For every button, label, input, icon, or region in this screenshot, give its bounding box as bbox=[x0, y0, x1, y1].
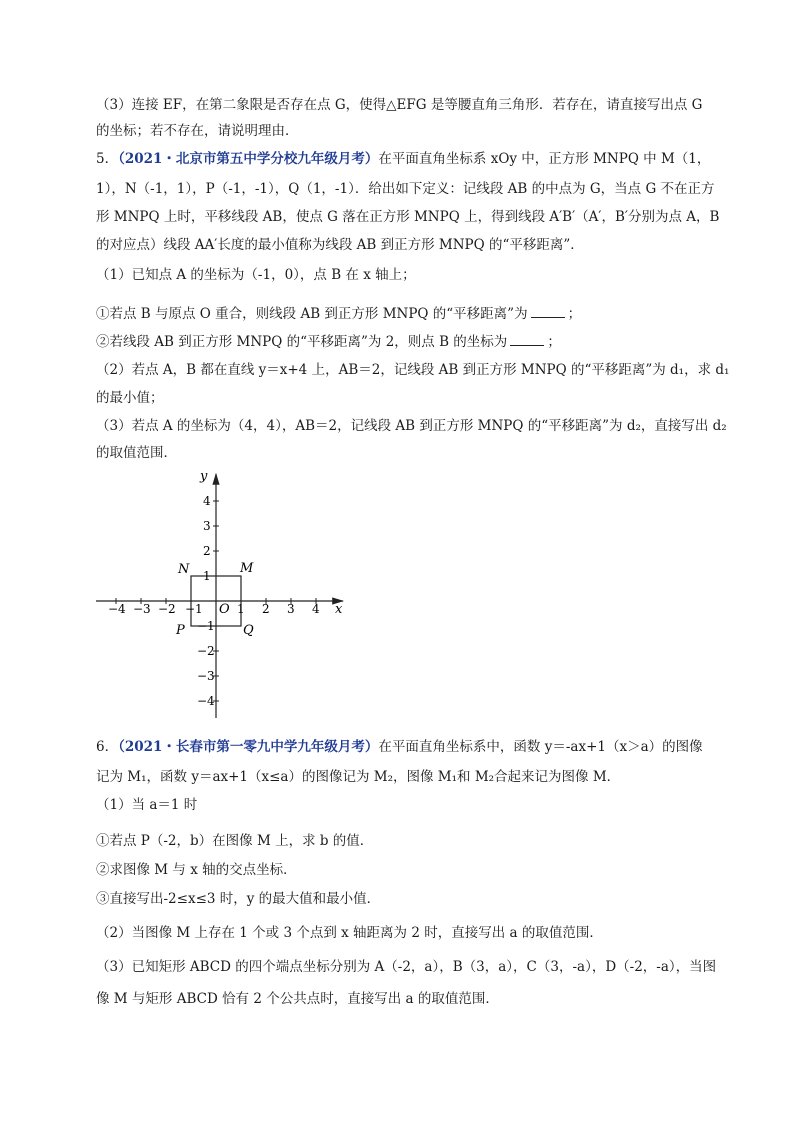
q6-header bbox=[96, 738, 703, 756]
q5-part2-line2: 的最小值； bbox=[96, 390, 164, 406]
q5-line3: 形 MNPQ 上时，平移线段 AB，使点 G 落在正方形 MNPQ 上，得到线段 A′B′（A′，B′分别为点 A，B bbox=[96, 209, 720, 225]
q6-source: （2021・长春市第一零九中学九年级月考） bbox=[118, 739, 379, 755]
q5-line4: 的对应点）线段 AA′长度的最小值称为线段 AB 到正方形 MNPQ 的“平移距离”． bbox=[96, 237, 584, 253]
x-tick-label: 4 bbox=[312, 602, 320, 616]
answer-blank bbox=[531, 305, 565, 318]
x-tick-label: −3 bbox=[133, 602, 151, 616]
coordinate-figure bbox=[90, 468, 360, 718]
y-tick-label: −1 bbox=[197, 619, 215, 633]
y-tick-label: −3 bbox=[197, 669, 215, 683]
vertex-label-m: M bbox=[240, 561, 254, 576]
q6-line1: 在平面直角坐标系中，函数 y＝-ax+1（x＞a）的图像 bbox=[378, 739, 703, 755]
q6-part1: （1）当 a＝1 时 bbox=[96, 797, 198, 813]
q6-part2: （2）当图像 M 上存在 1 个或 3 个点到 x 轴距离为 2 时，直接写出 a 的取值范围． bbox=[96, 925, 603, 941]
q6-part3-line1: （3）已知矩形 ABCD 的四个端点坐标分别为 A（-2，a），B（3，a），C（3，-a），D（-2，-a），当图 bbox=[96, 959, 717, 975]
y-axis-label: y bbox=[200, 469, 208, 484]
answer-blank bbox=[510, 333, 544, 346]
y-tick-label: 1 bbox=[203, 569, 211, 583]
x-tick-label: −2 bbox=[158, 602, 176, 616]
q6-part3-line2: 像 M 与矩形 ABCD 恰有 2 个公共点时，直接写出 a 的取值范围． bbox=[96, 991, 499, 1007]
q4-part3-line2: 的坐标；若不存在，请说明理由． bbox=[96, 123, 299, 139]
q5-part1b-end: ； bbox=[547, 334, 561, 350]
vertex-label-n: N bbox=[178, 562, 190, 577]
q6-part1b: ②求图像 M 与 x 轴的交点坐标． bbox=[96, 862, 297, 878]
x-tick-label: 1 bbox=[237, 602, 245, 616]
q5-part1: （1）已知点 A 的坐标为（-1，0），点 B 在 x 轴上； bbox=[96, 267, 416, 283]
x-tick-label: 2 bbox=[262, 602, 270, 616]
q4-part3-line1: （3）连接 EF，在第二象限是否存在点 G，使得△EFG 是等腰直角三角形．若存在，请直接写出点 G bbox=[96, 97, 703, 113]
vertex-label-p: P bbox=[176, 623, 185, 638]
y-tick-label: −4 bbox=[197, 694, 215, 708]
q6-line2: 记为 M₁，函数 y＝ax+1（x≤a）的图像记为 M₂，图像 M₁和 M₂合起来记为图像 M． bbox=[96, 769, 621, 785]
q6-part1a: ①若点 P（-2，b）在图像 M 上，求 b 的值． bbox=[96, 833, 374, 849]
vertex-label-q: Q bbox=[243, 623, 254, 638]
origin-label: O bbox=[219, 602, 230, 617]
x-tick-label: −4 bbox=[108, 602, 126, 616]
y-tick-label: 4 bbox=[203, 494, 211, 508]
q5-line2: 1），N（-1，1），P（-1，-1），Q（1，-1）．给出如下定义：记线段 AB 的中点为 G，当点 G 不在正方 bbox=[96, 181, 715, 197]
x-tick-label: −1 bbox=[185, 602, 203, 616]
x-axis-label: x bbox=[335, 602, 343, 617]
q5-line1: 在平面直角坐标系 xOy 中，正方形 MNPQ 中 M（1， bbox=[378, 151, 711, 167]
q5-part1a bbox=[96, 305, 581, 323]
q5-part1a-end: ； bbox=[567, 306, 582, 322]
q5-part2-line1: （2）若点 A，B 都在直线 y＝x+4 上，AB＝2，记线段 AB 到正方形 MNPQ 的“平移距离”为 d₁，求 d₁ bbox=[96, 362, 730, 378]
q5-part1b-text: ②若线段 AB 到正方形 MNPQ 的“平移距离”为 2，则点 B 的坐标为 bbox=[96, 334, 508, 350]
q5-part1a-text: ①若点 B 与原点 O 重合，则线段 AB 到正方形 MNPQ 的“平移距离”为 bbox=[96, 306, 528, 322]
q5-part3-line2: 的取值范围． bbox=[96, 445, 177, 461]
q5-part3-line1: （3）若点 A 的坐标为（4，4），AB＝2，记线段 AB 到正方形 MNPQ 的“平移距离”为 d₂，直接写出 d₂ bbox=[96, 418, 727, 434]
q5-part1b bbox=[96, 333, 561, 351]
q5-source: （2021・北京市第五中学分校九年级月考） bbox=[118, 151, 379, 167]
q5-number: 5． bbox=[96, 151, 119, 167]
q5-header bbox=[96, 150, 710, 168]
y-tick-label: 2 bbox=[203, 544, 211, 558]
q6-number: 6． bbox=[96, 739, 119, 755]
y-tick-label: −2 bbox=[197, 644, 215, 658]
y-tick-label: 3 bbox=[203, 519, 211, 533]
q6-part1c: ③直接写出-2≤x≤3 时，y 的最大值和最小值． bbox=[96, 891, 381, 907]
x-tick-label: 3 bbox=[287, 602, 295, 616]
